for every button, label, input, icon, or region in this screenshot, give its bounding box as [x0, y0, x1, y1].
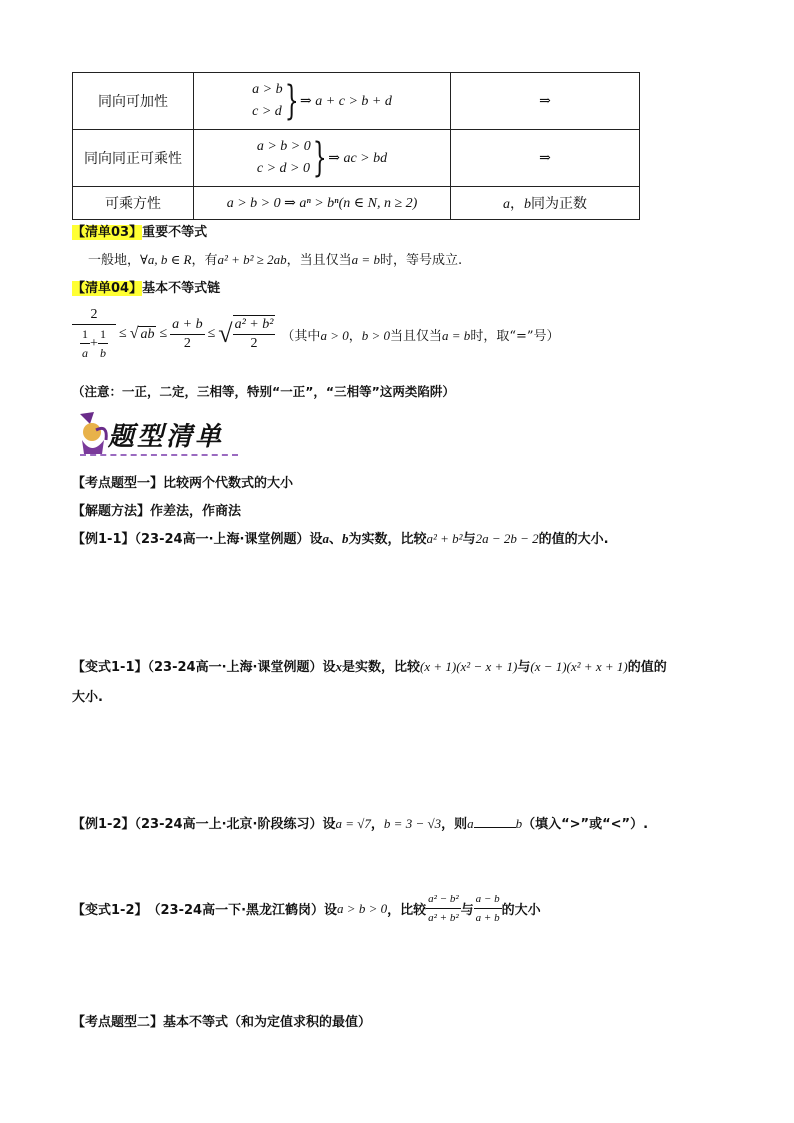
note-text: （注意：一正，二定，三相等，特别“一正”，“三相等”这两类陷阱）	[72, 384, 455, 399]
property-note: ⇒	[451, 73, 640, 130]
arithmetic-mean: $\frac{a + b}{2}$	[172, 316, 203, 351]
quadratic-mean: √ $\frac{\text{a² + b²}}{2}$	[218, 317, 274, 351]
wizard-icon	[72, 410, 112, 458]
property-note: ⇒	[451, 130, 640, 187]
type1-title: 【考点题型一】比较两个代数式的大小	[72, 476, 294, 491]
example-1-2: 【例1-2】（23-24高一上·北京·阶段练习）设a = √7，b = 3 − √3，则a b（填入“>”或“<”）.	[72, 816, 649, 832]
properties-table	[72, 72, 640, 220]
type2-title: 【考点题型二】基本不等式（和为定值求积的最值）	[72, 1015, 372, 1030]
type1-method: 【解题方法】作差法，作商法	[72, 504, 242, 519]
harmonic-mean: 2 $\frac{1}{a}$ + $\frac{1}{b}$	[72, 306, 116, 362]
list04-title: 基本不等式链	[142, 281, 221, 296]
list03-statement: 一般地，∀a, b ∈ R，有a² + b² ≥ 2ab，当且仅当a = b时，等号成立.	[88, 252, 463, 268]
list04-heading	[72, 277, 220, 296]
list04-tag: 【清单04】	[72, 281, 143, 296]
property-name: 可乘方性	[73, 187, 194, 220]
property-name: 同向同正可乘性	[73, 130, 194, 187]
property-note: a，b同为正数	[451, 187, 640, 220]
property-name: 同向可加性	[73, 73, 194, 130]
geometric-mean: √ ab	[129, 325, 155, 342]
table-row	[73, 73, 640, 130]
list03-heading	[72, 221, 207, 240]
inequality-chain: 2 $\frac{1}{a}$ + $\frac{1}{b}$ ≤ √ ab ≤ $\frac{a + b}{2}$ ≤ √ $\frac{\text{a² + b²}}{2}$ （其中a > 0，b > 0当且仅当a = b时，取“=”号）	[72, 306, 560, 362]
variant-1-1-cont: 大小.	[72, 690, 103, 705]
banner-underline	[80, 454, 238, 456]
example-1-1: 【例1-1】（23-24高一·上海·课堂例题）设a、b为实数，比较a² + b²与2a − 2b − 2的值的大小.	[72, 531, 609, 547]
answer-blank[interactable]	[474, 815, 516, 828]
table-row	[73, 187, 640, 220]
property-formula: a > b > 0 c > d > 0 } ⇒ ac > bd	[194, 130, 451, 187]
list03-tag: 【清单03】	[72, 225, 143, 240]
property-formula: a > b c > d } ⇒ a + c > b + d	[194, 73, 451, 130]
variant-1-2: 【变式1-2】 （23-24高一下·黑龙江鹤岗） 设 a > b > 0 ，比较 $\frac{\text{a² − b²}}{\text{a² + b²}}$ 与 $\frac{a - b}{a + b}$ 的大小	[72, 890, 541, 927]
list03-title: 重要不等式	[142, 225, 208, 240]
chain-condition: （其中a > 0，b > 0当且仅当a = b时，取“=”号）	[281, 327, 560, 344]
property-formula: a > b > 0 ⇒ aⁿ > bⁿ(n ∈ N, n ≥ 2)	[194, 187, 451, 220]
table-row	[73, 130, 640, 187]
banner-title: 题型清单	[108, 422, 225, 452]
variant-1-1: 【变式1-1】（23-24高一·上海·课堂例题）设x是实数，比较(x + 1)(x² − x + 1)与(x − 1)(x² + x + 1)的值的	[72, 659, 667, 675]
section-banner	[72, 410, 242, 460]
